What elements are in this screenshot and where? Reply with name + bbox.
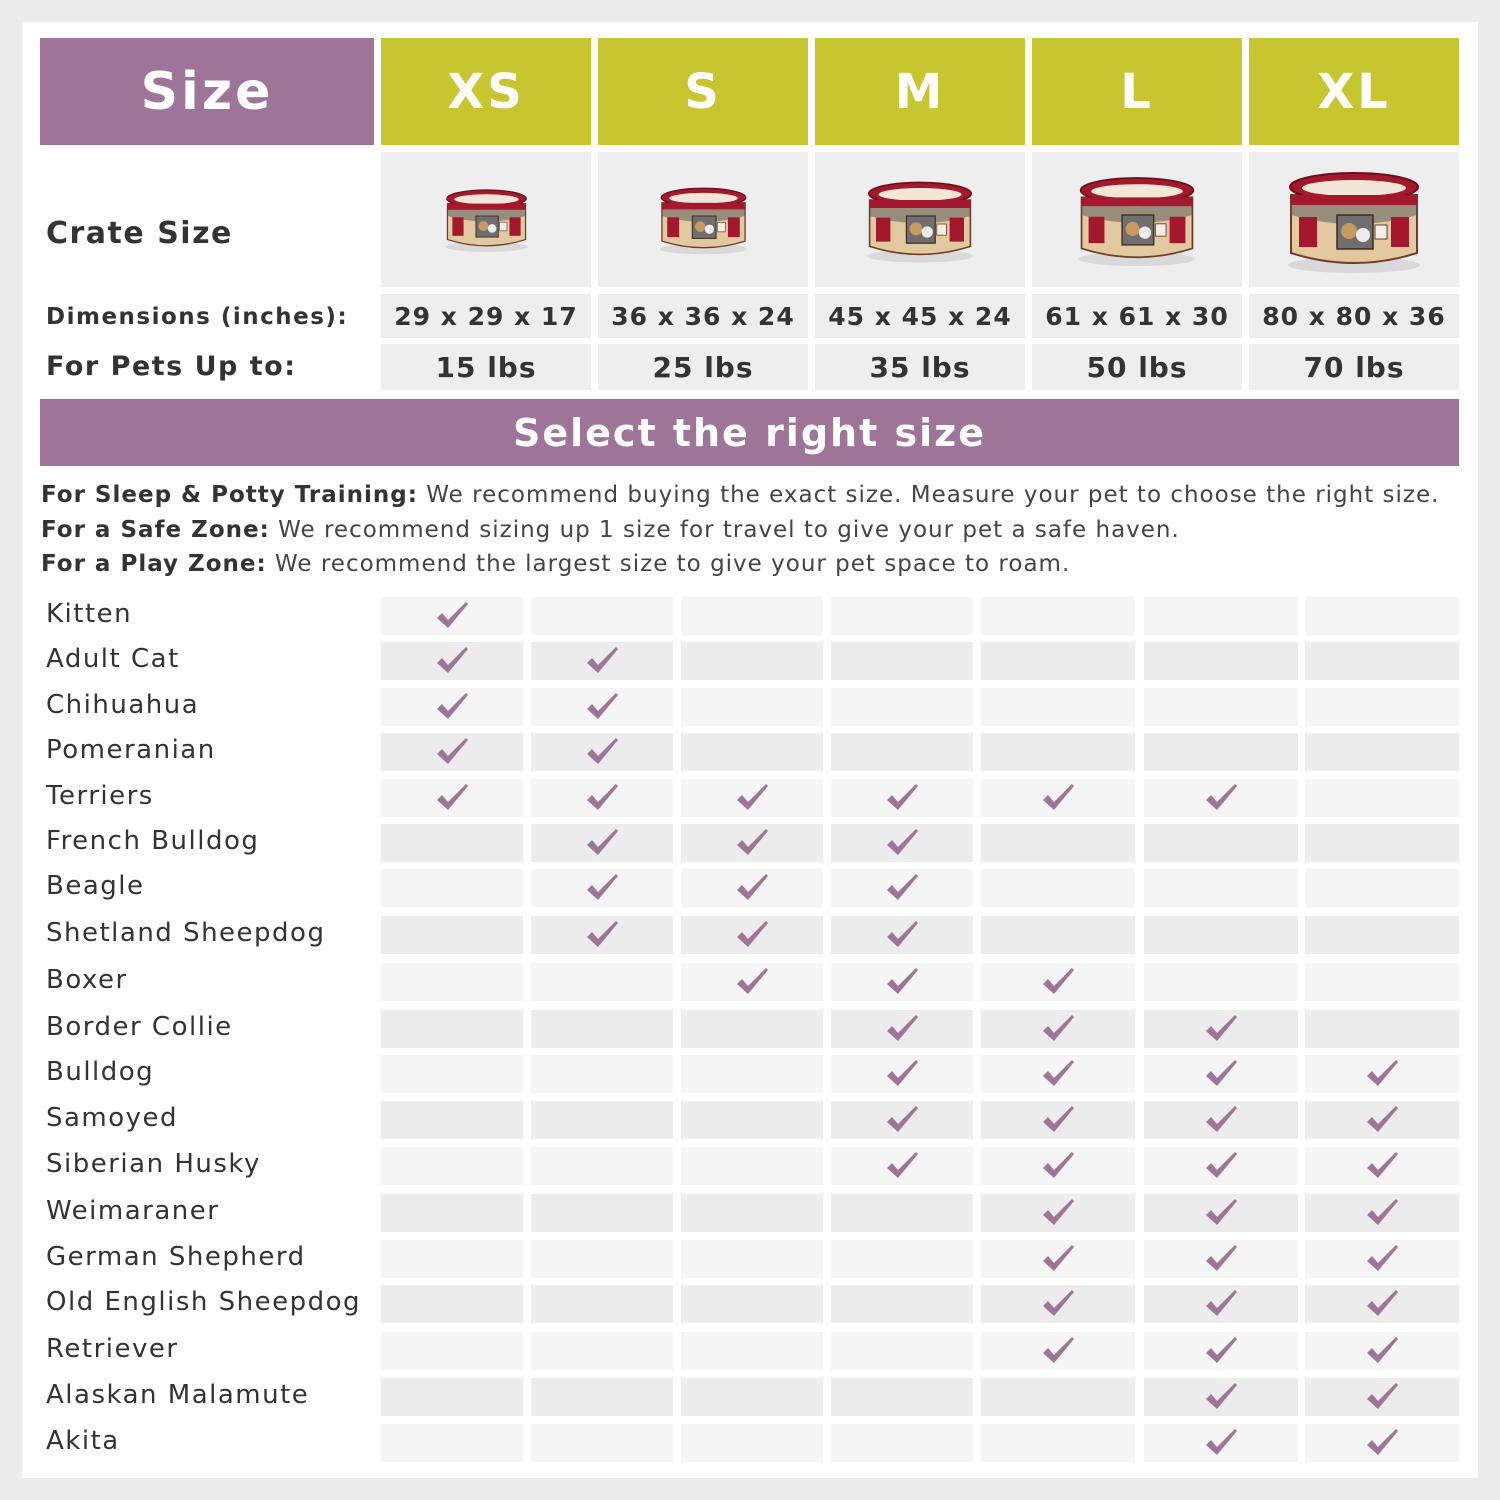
fit-cell — [681, 1194, 823, 1232]
fit-cell — [1305, 733, 1459, 771]
fit-cell — [381, 597, 523, 635]
fit-cell — [981, 688, 1135, 726]
checkmark-icon — [1041, 1244, 1075, 1274]
fit-cell — [1305, 597, 1459, 635]
breed-label: Siberian Husky — [46, 1149, 261, 1179]
dimensions-value: 36 x 36 x 24 — [598, 294, 808, 338]
fit-cell — [531, 779, 673, 817]
fit-cell — [831, 1332, 973, 1370]
breed-label: Border Collie — [46, 1012, 233, 1042]
fit-cell — [1305, 1194, 1459, 1232]
fit-cell — [1305, 1332, 1459, 1370]
fit-cell — [531, 1240, 673, 1278]
checkmark-icon — [885, 1059, 919, 1089]
checkmark-icon — [435, 646, 469, 676]
fit-cell — [381, 916, 523, 954]
max-weight-value: 50 lbs — [1032, 344, 1242, 390]
fit-cell — [1144, 1332, 1298, 1370]
note-safe-zone — [41, 517, 1180, 543]
fit-cell — [531, 963, 673, 1001]
checkmark-icon — [1204, 1244, 1238, 1274]
fit-cell — [681, 1055, 823, 1093]
fit-cell — [1144, 1285, 1298, 1323]
max-weight-value: 35 lbs — [815, 344, 1025, 390]
note-play-zone — [41, 551, 1070, 577]
breed-label: Shetland Sheepdog — [46, 918, 326, 948]
fit-cell — [531, 642, 673, 680]
checkmark-icon — [885, 920, 919, 950]
checkmark-icon — [585, 828, 619, 858]
checkmark-icon — [585, 920, 619, 950]
crate-image-cell — [1032, 152, 1242, 287]
fit-cell — [681, 1101, 823, 1139]
fit-cell — [1144, 824, 1298, 862]
checkmark-icon — [435, 737, 469, 767]
checkmark-icon — [435, 692, 469, 722]
fit-cell — [1144, 963, 1298, 1001]
fit-cell — [831, 1378, 973, 1416]
crate-image-cell — [381, 152, 591, 287]
max-weight-value: 15 lbs — [381, 344, 591, 390]
checkmark-icon — [1204, 1014, 1238, 1044]
fit-cell — [381, 1285, 523, 1323]
breed-label: Old English Sheepdog — [46, 1287, 361, 1317]
checkmark-icon — [1041, 1014, 1075, 1044]
fit-cell — [1144, 1240, 1298, 1278]
fit-cell — [681, 733, 823, 771]
fit-cell — [831, 779, 973, 817]
fit-cell — [831, 1055, 973, 1093]
dimensions-value: 29 x 29 x 17 — [381, 294, 591, 338]
fit-cell — [681, 597, 823, 635]
fit-cell — [1305, 779, 1459, 817]
fit-cell — [1144, 1424, 1298, 1462]
breed-label: Beagle — [46, 871, 145, 901]
fit-cell — [981, 1285, 1135, 1323]
fit-cell — [531, 824, 673, 862]
size-header-xl: XL — [1249, 38, 1459, 145]
checkmark-icon — [585, 646, 619, 676]
note-label: For a Safe Zone: — [41, 517, 270, 543]
fit-cell — [981, 1010, 1135, 1048]
playpen-xl-image — [1279, 165, 1429, 275]
breed-label: Adult Cat — [46, 644, 180, 674]
fit-cell — [531, 916, 673, 954]
fit-cell — [1144, 1194, 1298, 1232]
checkmark-icon — [1365, 1105, 1399, 1135]
fit-cell — [1305, 1378, 1459, 1416]
playpen-m-image — [860, 176, 980, 264]
fit-cell — [381, 1101, 523, 1139]
breed-label: German Shepherd — [46, 1242, 306, 1272]
playpen-s-image — [654, 183, 753, 256]
fit-cell — [1305, 688, 1459, 726]
fit-cell — [981, 1424, 1135, 1462]
checkmark-icon — [1041, 1059, 1075, 1089]
fit-cell — [531, 1332, 673, 1370]
checkmark-icon — [735, 967, 769, 997]
pets-up-to-label: For Pets Up to: — [46, 350, 297, 382]
checkmark-icon — [585, 783, 619, 813]
size-header-m: M — [815, 38, 1025, 145]
fit-cell — [531, 597, 673, 635]
fit-cell — [831, 916, 973, 954]
fit-cell — [681, 688, 823, 726]
fit-cell — [981, 1240, 1135, 1278]
fit-cell — [531, 1101, 673, 1139]
breed-label: Chihuahua — [46, 690, 200, 720]
fit-cell — [831, 869, 973, 907]
dimensions-label: Dimensions (inches): — [46, 304, 349, 330]
fit-cell — [1305, 824, 1459, 862]
checkmark-icon — [885, 967, 919, 997]
fit-cell — [681, 1378, 823, 1416]
fit-cell — [381, 1424, 523, 1462]
fit-cell — [381, 1147, 523, 1185]
checkmark-icon — [1041, 967, 1075, 997]
checkmark-icon — [1204, 1198, 1238, 1228]
checkmark-icon — [885, 873, 919, 903]
fit-cell — [981, 1332, 1135, 1370]
checkmark-icon — [1041, 1151, 1075, 1181]
fit-cell — [1305, 869, 1459, 907]
fit-cell — [381, 869, 523, 907]
fit-cell — [531, 688, 673, 726]
fit-cell — [531, 733, 673, 771]
fit-cell — [1305, 1010, 1459, 1048]
breed-label: Boxer — [46, 965, 128, 995]
fit-cell — [1144, 642, 1298, 680]
fit-cell — [381, 963, 523, 1001]
note-sleep-potty — [41, 482, 1439, 508]
fit-cell — [831, 963, 973, 1001]
fit-cell — [831, 824, 973, 862]
checkmark-icon — [1365, 1382, 1399, 1412]
fit-cell — [381, 1055, 523, 1093]
note-text: We recommend the largest size to give your pet space to roam. — [266, 551, 1071, 577]
fit-cell — [831, 1285, 973, 1323]
note-label: For a Play Zone: — [41, 551, 267, 577]
fit-cell — [381, 642, 523, 680]
fit-cell — [981, 1147, 1135, 1185]
breed-label: Kitten — [46, 599, 133, 629]
checkmark-icon — [585, 737, 619, 767]
fit-cell — [1305, 642, 1459, 680]
checkmark-icon — [1204, 783, 1238, 813]
fit-cell — [681, 1147, 823, 1185]
fit-cell — [1305, 1055, 1459, 1093]
note-label: For Sleep & Potty Training: — [41, 482, 418, 508]
checkmark-icon — [885, 1105, 919, 1135]
checkmark-icon — [585, 873, 619, 903]
fit-cell — [681, 963, 823, 1001]
fit-cell — [981, 1378, 1135, 1416]
fit-cell — [981, 824, 1135, 862]
breed-label: Pomeranian — [46, 735, 216, 765]
fit-cell — [1144, 1101, 1298, 1139]
fit-cell — [681, 1285, 823, 1323]
checkmark-icon — [1365, 1151, 1399, 1181]
checkmark-icon — [1365, 1059, 1399, 1089]
fit-cell — [981, 916, 1135, 954]
size-header-s: S — [598, 38, 808, 145]
fit-cell — [1305, 963, 1459, 1001]
fit-cell — [681, 642, 823, 680]
fit-cell — [1144, 597, 1298, 635]
checkmark-icon — [885, 1014, 919, 1044]
checkmark-icon — [735, 920, 769, 950]
checkmark-icon — [885, 783, 919, 813]
fit-cell — [831, 1194, 973, 1232]
checkmark-icon — [1204, 1336, 1238, 1366]
breed-label: Bulldog — [46, 1057, 155, 1087]
checkmark-icon — [1204, 1428, 1238, 1458]
crate-image-cell — [1249, 152, 1459, 287]
fit-cell — [831, 688, 973, 726]
fit-cell — [1305, 1147, 1459, 1185]
crate-image-cell — [598, 152, 808, 287]
size-header-xs: XS — [381, 38, 591, 145]
breed-label: Samoyed — [46, 1103, 179, 1133]
checkmark-icon — [885, 1151, 919, 1181]
breed-label: Weimaraner — [46, 1196, 220, 1226]
checkmark-icon — [1041, 1289, 1075, 1319]
fit-cell — [981, 642, 1135, 680]
dimensions-value: 45 x 45 x 24 — [815, 294, 1025, 338]
fit-cell — [531, 1055, 673, 1093]
fit-cell — [1144, 916, 1298, 954]
checkmark-icon — [435, 601, 469, 631]
dimensions-value: 80 x 80 x 36 — [1249, 294, 1459, 338]
fit-cell — [681, 1240, 823, 1278]
fit-cell — [381, 1010, 523, 1048]
checkmark-icon — [1204, 1289, 1238, 1319]
checkmark-icon — [735, 783, 769, 813]
checkmark-icon — [1041, 1105, 1075, 1135]
fit-cell — [981, 597, 1135, 635]
fit-cell — [1144, 1147, 1298, 1185]
checkmark-icon — [585, 692, 619, 722]
fit-cell — [681, 1332, 823, 1370]
breed-label: Akita — [46, 1426, 120, 1456]
note-text: We recommend sizing up 1 size for travel to give your pet a safe haven. — [269, 517, 1180, 543]
select-size-banner: Select the right size — [40, 399, 1459, 466]
crate-size-label: Crate Size — [46, 215, 233, 251]
checkmark-icon — [735, 828, 769, 858]
fit-cell — [981, 963, 1135, 1001]
fit-cell — [681, 1424, 823, 1462]
fit-cell — [381, 1332, 523, 1370]
checkmark-icon — [1204, 1105, 1238, 1135]
checkmark-icon — [435, 783, 469, 813]
fit-cell — [531, 1147, 673, 1185]
fit-cell — [831, 642, 973, 680]
fit-cell — [1305, 1240, 1459, 1278]
note-text: We recommend buying the exact size. Measure your pet to choose the right size. — [417, 482, 1440, 508]
size-header-l: L — [1032, 38, 1242, 145]
fit-cell — [531, 1285, 673, 1323]
fit-cell — [981, 779, 1135, 817]
fit-cell — [381, 1194, 523, 1232]
fit-cell — [831, 1147, 973, 1185]
fit-cell — [981, 1194, 1135, 1232]
dimensions-value: 61 x 61 x 30 — [1032, 294, 1242, 338]
crate-image-cell — [815, 152, 1025, 287]
fit-cell — [831, 1424, 973, 1462]
fit-cell — [1305, 916, 1459, 954]
fit-cell — [1305, 1101, 1459, 1139]
fit-cell — [981, 1101, 1135, 1139]
fit-cell — [981, 733, 1135, 771]
fit-cell — [1144, 1378, 1298, 1416]
fit-cell — [1305, 1285, 1459, 1323]
fit-cell — [1144, 779, 1298, 817]
fit-cell — [831, 597, 973, 635]
fit-cell — [681, 869, 823, 907]
checkmark-icon — [1365, 1336, 1399, 1366]
checkmark-icon — [1365, 1428, 1399, 1458]
fit-cell — [531, 1194, 673, 1232]
fit-cell — [1305, 1424, 1459, 1462]
checkmark-icon — [1204, 1059, 1238, 1089]
fit-cell — [381, 733, 523, 771]
checkmark-icon — [885, 828, 919, 858]
checkmark-icon — [1204, 1151, 1238, 1181]
max-weight-value: 70 lbs — [1249, 344, 1459, 390]
checkmark-icon — [1041, 1336, 1075, 1366]
fit-cell — [831, 1010, 973, 1048]
fit-cell — [681, 824, 823, 862]
fit-cell — [681, 1010, 823, 1048]
playpen-l-image — [1071, 171, 1203, 268]
fit-cell — [831, 1101, 973, 1139]
checkmark-icon — [1041, 1198, 1075, 1228]
fit-cell — [531, 1424, 673, 1462]
size-header-label: Size — [40, 38, 374, 145]
checkmark-icon — [1365, 1244, 1399, 1274]
fit-cell — [981, 869, 1135, 907]
fit-cell — [831, 1240, 973, 1278]
breed-label: French Bulldog — [46, 826, 260, 856]
breed-label: Retriever — [46, 1334, 179, 1364]
max-weight-value: 25 lbs — [598, 344, 808, 390]
fit-cell — [381, 688, 523, 726]
breed-label: Alaskan Malamute — [46, 1380, 310, 1410]
fit-cell — [381, 779, 523, 817]
fit-cell — [831, 733, 973, 771]
checkmark-icon — [735, 873, 769, 903]
fit-cell — [531, 1378, 673, 1416]
fit-cell — [1144, 1055, 1298, 1093]
checkmark-icon — [1365, 1198, 1399, 1228]
checkmark-icon — [1041, 783, 1075, 813]
fit-cell — [381, 1378, 523, 1416]
fit-cell — [531, 1010, 673, 1048]
fit-cell — [381, 1240, 523, 1278]
fit-cell — [1144, 733, 1298, 771]
checkmark-icon — [1365, 1289, 1399, 1319]
fit-cell — [681, 779, 823, 817]
fit-cell — [681, 916, 823, 954]
fit-cell — [1144, 1010, 1298, 1048]
breed-label: Terriers — [46, 781, 154, 811]
checkmark-icon — [1204, 1382, 1238, 1412]
fit-cell — [381, 824, 523, 862]
fit-cell — [1144, 869, 1298, 907]
fit-cell — [531, 869, 673, 907]
playpen-xs-image — [440, 185, 533, 253]
fit-cell — [1144, 688, 1298, 726]
fit-cell — [981, 1055, 1135, 1093]
